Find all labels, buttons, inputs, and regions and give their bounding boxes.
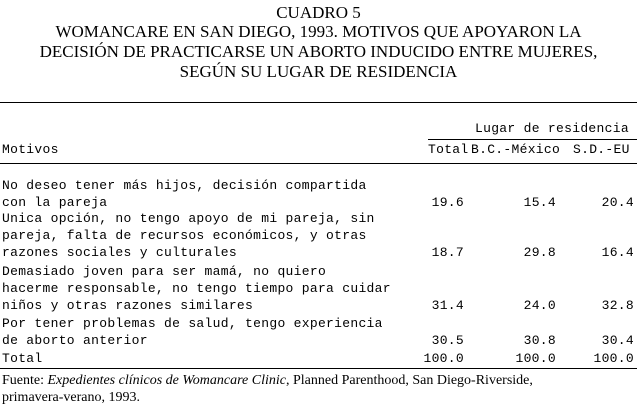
- table-title-line-3: SEGÚN SU LUGAR DE RESIDENCIA: [179, 62, 458, 81]
- row-4-sd-eu: 30.4: [601, 333, 634, 348]
- row-3-sd-eu: 32.8: [601, 298, 634, 313]
- row-3-bc-mexico: 24.0: [523, 298, 556, 313]
- row-2-bc-mexico: 29.8: [523, 245, 556, 260]
- source-italic: Expedientes clínicos de Womancare Clinic: [47, 373, 286, 388]
- col-header-total: Total: [428, 142, 469, 157]
- row-4-motivo-line-2: de aborto anterior: [2, 333, 148, 348]
- total-label: Total: [2, 351, 43, 366]
- col-header-sd-eu: S.D.-EU: [573, 142, 630, 157]
- group-header-rule: [428, 139, 637, 140]
- top-rule: [0, 102, 637, 103]
- row-1-sd-eu: 20.4: [601, 195, 634, 210]
- row-1-bc-mexico: 15.4: [523, 195, 556, 210]
- row-3-total: 31.4: [431, 298, 464, 313]
- source-prefix: Fuente:: [2, 373, 48, 388]
- bottom-rule: [0, 368, 637, 369]
- table-title-line-2: DECISIÓN DE PRACTICARSE UN ABORTO INDUCIDO ENTRE MUJERES,: [39, 42, 598, 61]
- row-4-motivo-line-1: Por tener problemas de salud, tengo experiencia: [2, 316, 383, 331]
- row-3-motivo-line-3: niños y otras razones similares: [2, 298, 254, 313]
- table-title-line-1: WOMANCARE EN SAN DIEGO, 1993. MOTIVOS QUE APOYARON LA: [55, 22, 582, 41]
- source-rest: , Planned Parenthood, San Diego-Riverside,: [285, 373, 533, 388]
- group-header: Lugar de residencia: [475, 121, 629, 136]
- row-3-motivo-line-2: hacerme responsable, no tengo tiempo para cuidar: [2, 281, 391, 296]
- row-3-motivo-line-1: Demasiado joven para ser mamá, no quiero: [2, 264, 327, 279]
- row-1-motivo-line-1: No deseo tener más hijos, decisión compartida: [2, 178, 367, 193]
- total-bc-mexico: 100.0: [515, 351, 556, 366]
- row-4-total: 30.5: [431, 333, 464, 348]
- source-note-line-2: primavera-verano, 1993.: [2, 390, 140, 405]
- row-2-motivo-line-1: Unica opción, no tengo apoyo de mi pareja, sin: [2, 211, 375, 226]
- row-2-sd-eu: 16.4: [601, 245, 634, 260]
- row-2-motivo-line-3: razones sociales y culturales: [2, 245, 237, 260]
- row-4-bc-mexico: 30.8: [523, 333, 556, 348]
- header-rule: [0, 163, 637, 164]
- total-sd-eu: 100.0: [593, 351, 634, 366]
- table-number: CUADRO 5: [276, 3, 361, 22]
- total-total: 100.0: [423, 351, 464, 366]
- row-1-motivo-line-2: con la pareja: [2, 195, 108, 210]
- row-2-total: 18.7: [431, 245, 464, 260]
- col-header-bc-mexico: B.C.-México: [471, 142, 561, 157]
- source-note: [2, 373, 533, 389]
- col-header-motivos: Motivos: [2, 142, 59, 157]
- row-1-total: 19.6: [431, 195, 464, 210]
- row-2-motivo-line-2: pareja, falta de recursos económicos, y otras: [2, 228, 367, 243]
